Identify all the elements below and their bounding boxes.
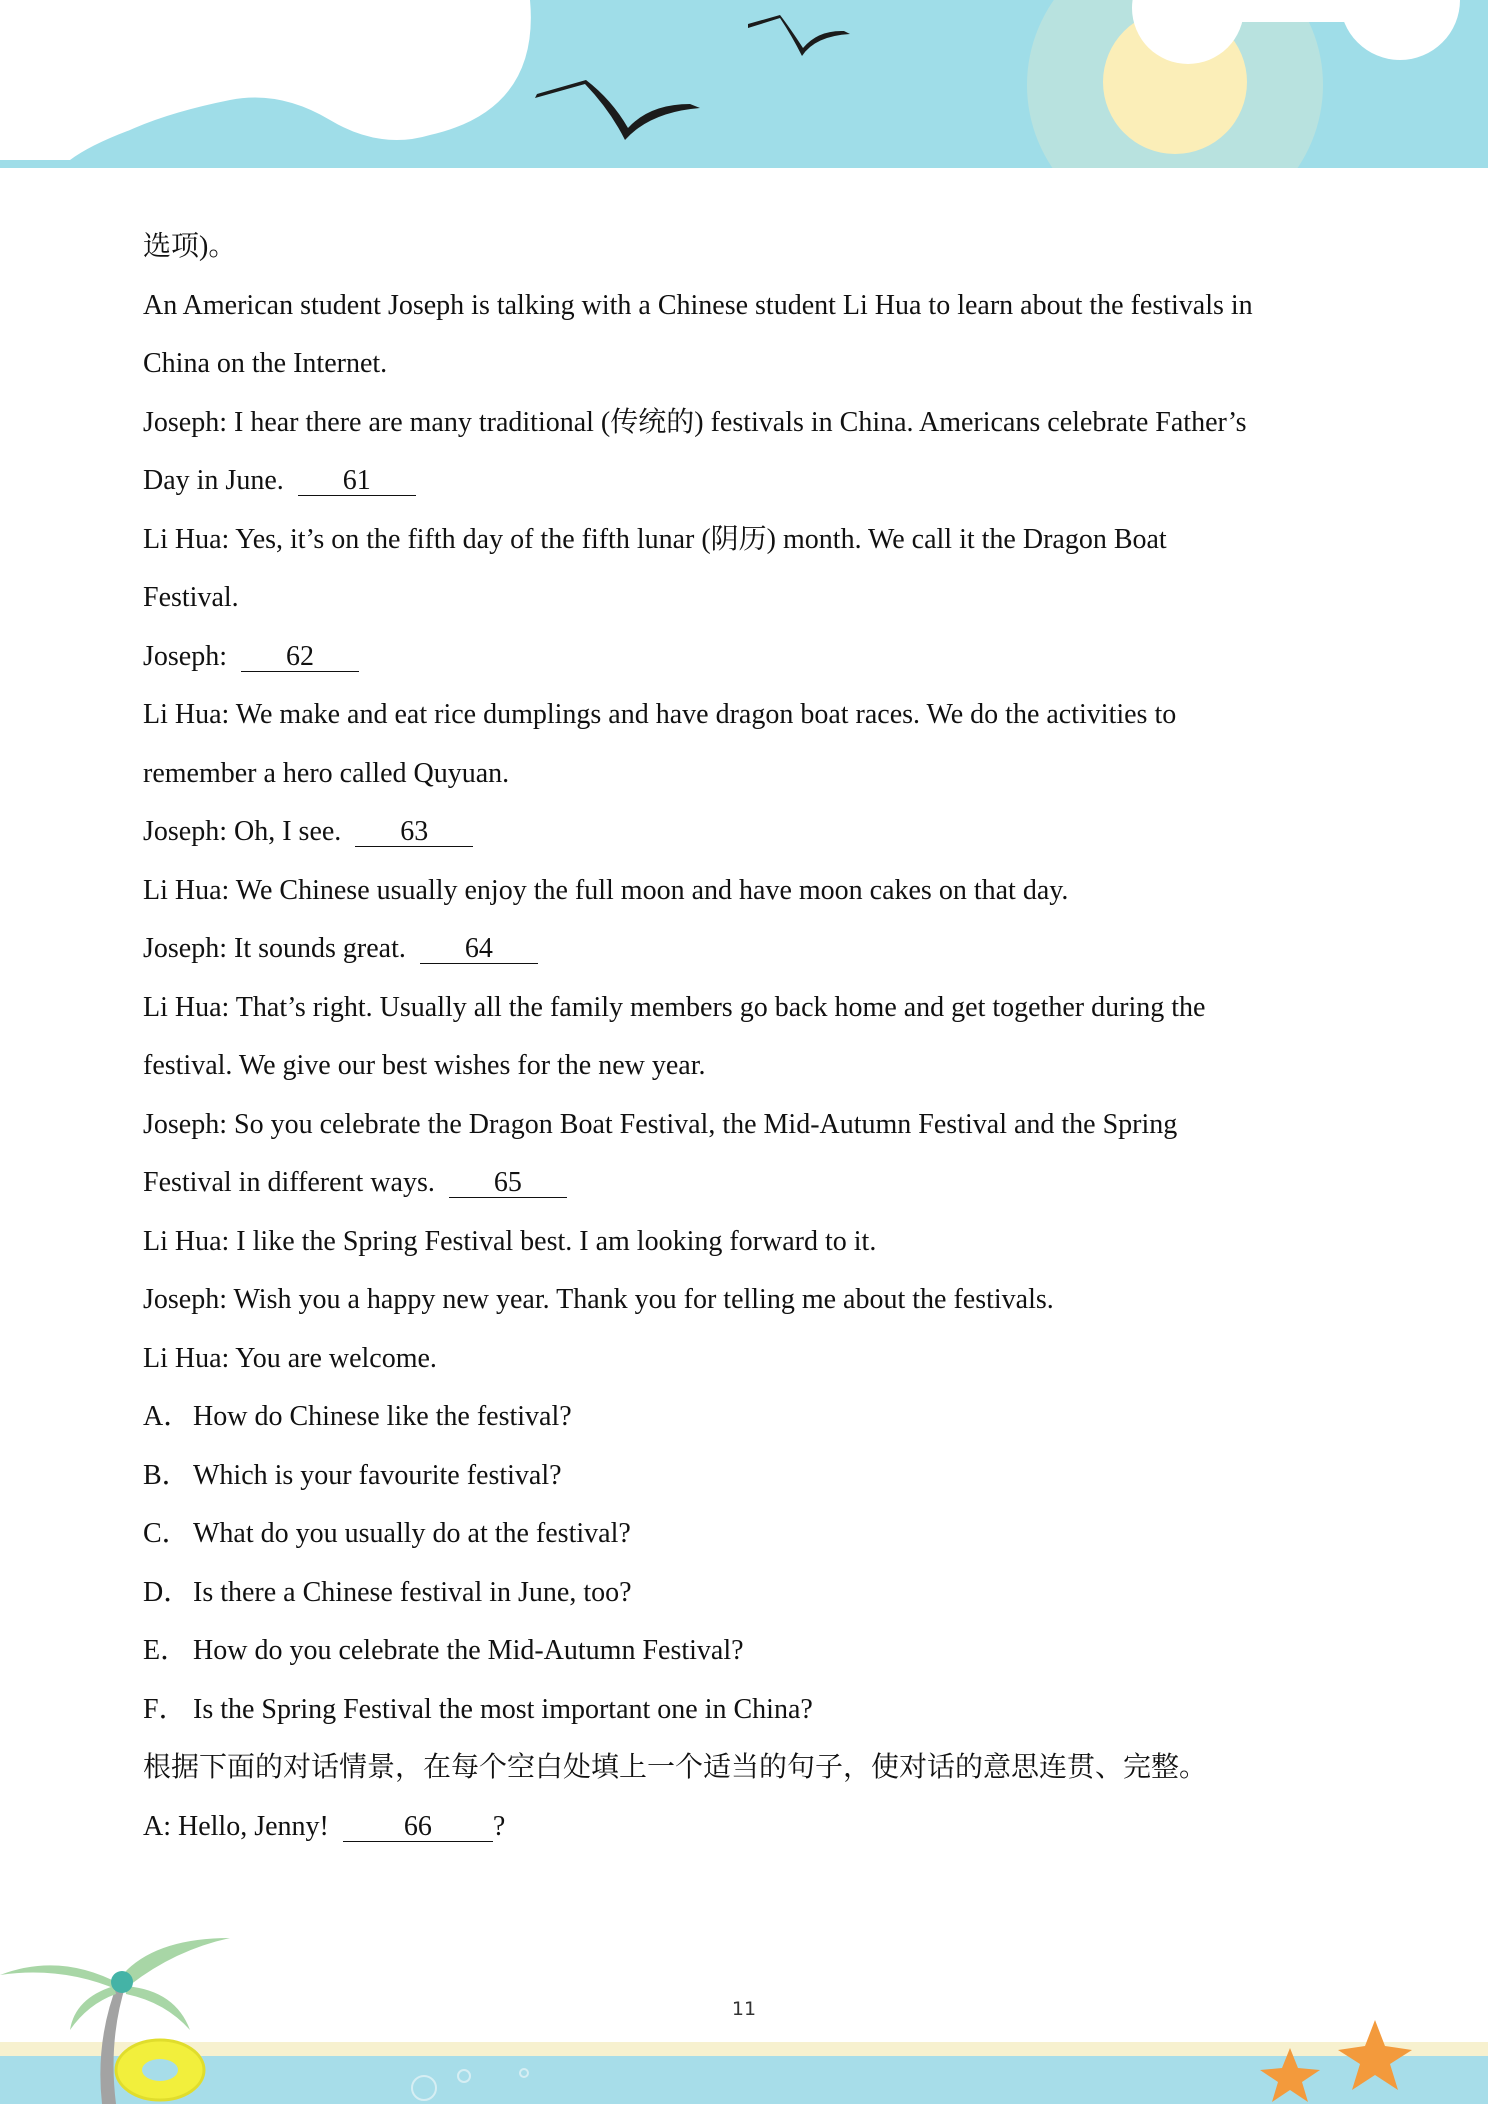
coconut	[111, 1971, 133, 1993]
dialogue-line: Li Hua: You are welcome.	[143, 1342, 437, 1374]
blank-61[interactable]: 61	[298, 467, 416, 496]
section-instruction: 根据下面的对话情景，在每个空白处填上一个适当的句子，使对话的意思连贯、完整。	[143, 1752, 1208, 1783]
palm-leaf	[125, 1986, 190, 2030]
dialogue-line: remember a hero called Quyuan.	[143, 757, 510, 789]
sky-banner	[0, 0, 1488, 168]
dialogue-line: Joseph: Wish you a happy new year. Thank you for telling me about the festivals.	[143, 1284, 1054, 1315]
dialogue-line: Joseph: Oh, I see. 63	[143, 803, 1363, 862]
intro-line-1: An American student Joseph is talking with a Chinese student Li Hua to learn about the festivals in	[143, 289, 1253, 321]
option-b: B． Which is your favourite festival?	[143, 1459, 562, 1491]
dialogue-line: Li Hua: We Chinese usually enjoy the full moon and have moon cakes on that day.	[143, 874, 1069, 906]
blank-63[interactable]: 63	[355, 818, 473, 847]
dialogue-line: Li Hua: Yes, it’s on the fifth day of the fifth lunar (阴历) month. We call it the Dragon Boat	[143, 523, 1167, 555]
palm-leaf	[118, 1938, 230, 1985]
palm-leaf	[0, 1965, 120, 1990]
worksheet-body	[143, 218, 1363, 1856]
option-a: A．How do Chinese like the festival?	[143, 1401, 572, 1432]
dialogue-line: Li Hua: I like the Spring Festival best. I am looking forward to it.	[143, 1225, 877, 1257]
dialogue-line: Day in June. 61	[143, 452, 1363, 511]
dialogue-line: Joseph: So you celebrate the Dragon Boat Festival, the Mid-Autumn Festival and the Spring	[143, 1108, 1178, 1140]
dialogue-line: Li Hua: That’s right. Usually all the family members go back home and get together during the	[143, 991, 1206, 1023]
dialogue-line: Festival in different ways. 65	[143, 1154, 1363, 1213]
option-d: D．Is there a Chinese festival in June, too?	[143, 1576, 632, 1608]
blank-64[interactable]: 64	[420, 935, 538, 964]
dialogue-line: Joseph: It sounds great. 64	[143, 920, 1363, 979]
blank-65[interactable]: 65	[449, 1169, 567, 1198]
intro-line-2: China on the Internet.	[143, 348, 388, 379]
beach-footer	[0, 1920, 1488, 2104]
blank-62[interactable]: 62	[241, 643, 359, 672]
blank-66[interactable]: 66	[343, 1813, 493, 1842]
dialogue-line: Joseph: I hear there are many traditional (传统的) festivals in China. Americans celebrate Father’s	[143, 406, 1247, 438]
option-f: F． Is the Spring Festival the most important one in China?	[143, 1693, 813, 1725]
option-e: E． How do you celebrate the Mid-Autumn Festival?	[143, 1635, 744, 1666]
dialogue-line: Joseph: 62	[143, 628, 1363, 687]
dialogue-line: Li Hua: We make and eat rice dumplings and have dragon boat races. We do the activities to	[143, 699, 1177, 730]
dialogue-line: festival. We give our best wishes for the new year.	[143, 1050, 706, 1081]
line-continuation: 选项)。	[143, 231, 237, 262]
dialogue-line-a: A: Hello, Jenny! 66 ?	[143, 1810, 506, 1842]
dialogue-line: Festival.	[143, 582, 239, 613]
option-c: C． What do you usually do at the festival?	[143, 1518, 631, 1549]
page-number: 11	[731, 1998, 757, 2020]
